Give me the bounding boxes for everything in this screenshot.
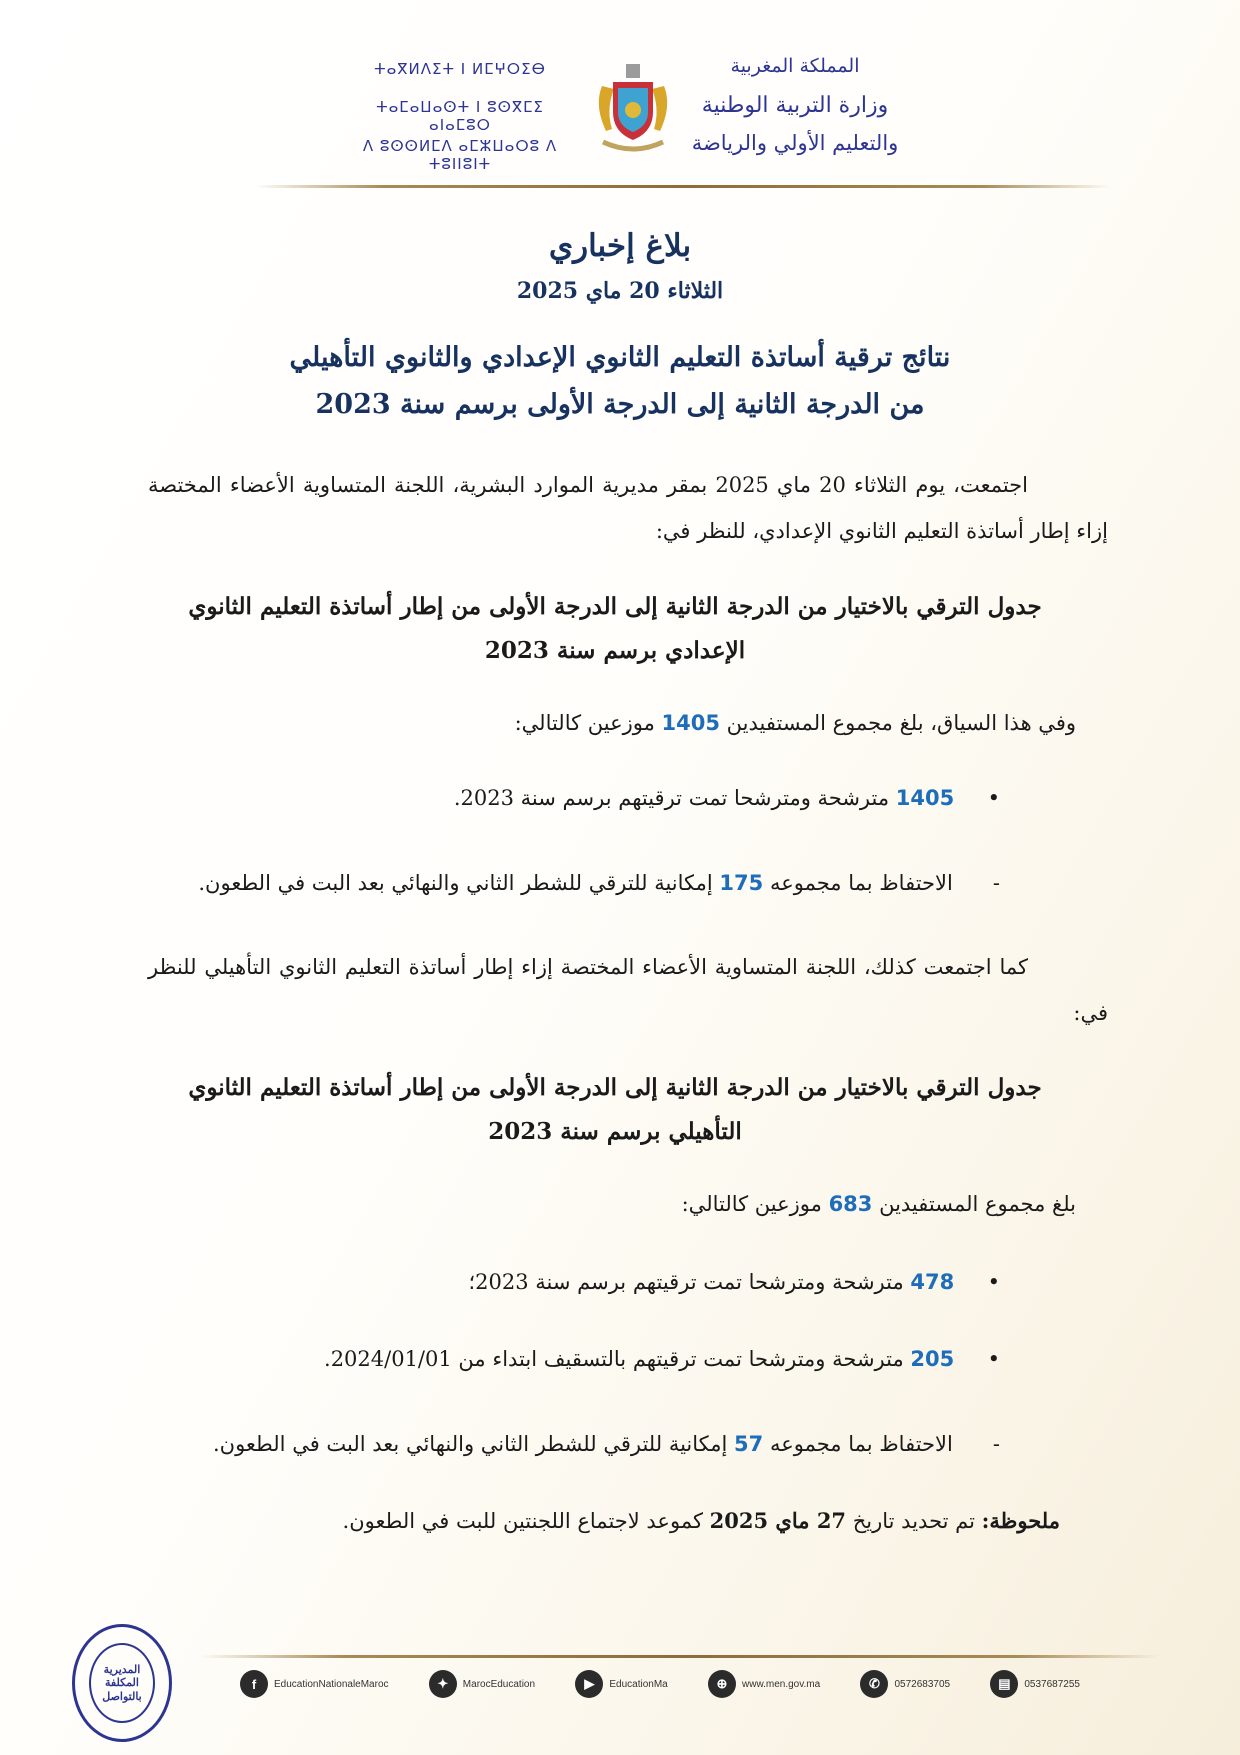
text: كموعد لاجتماع اللجنتين للبت في الطعون.: [342, 1509, 710, 1533]
footer-contact-fax[interactable]: [990, 1670, 1080, 1698]
footer-contact-phone[interactable]: [860, 1670, 950, 1698]
coat-of-arms-logo: [588, 56, 678, 156]
tifinagh-line-1: ⵜⴰⴳⵍⴷⵉⵜ ⵏ ⵍⵎⵖⵔⵉⴱ: [374, 60, 546, 78]
footer-contacts: [240, 1670, 1080, 1698]
globe-icon: ⊕: [708, 1670, 736, 1698]
text: مترشحة ومترشحا تمت ترقيتهم برسم سنة 2023؛: [468, 1270, 911, 1294]
section2-heading-line-1: جدول الترقي بالاختيار من الدرجة الثانية إلى الدرجة الأولى من إطار أساتذة التعليم الثانوي: [188, 1074, 1042, 1101]
section2-bullet-2: [324, 1347, 1000, 1372]
stamp-text: المديرية المكلفة بالتواصل: [89, 1643, 155, 1723]
footer-contact-text: EducationNationaleMaroc: [274, 1678, 389, 1690]
text: الاحتفاظ بما مجموعه: [763, 871, 953, 895]
promoted-count: 1405: [895, 786, 955, 810]
text: الاحتفاظ بما مجموعه: [763, 1432, 953, 1456]
footer-contact-text: 0572683705: [894, 1678, 951, 1690]
header-arabic-line-3: والتعليم الأولي والرياضة: [691, 131, 899, 155]
youtube-icon: ▶: [575, 1670, 603, 1698]
dash-icon: -: [952, 1432, 1000, 1456]
footer-contact-youtube[interactable]: [575, 1670, 667, 1698]
document-title: بلاغ إخباري: [548, 228, 692, 264]
section1-heading: [150, 585, 1080, 673]
section2-dash: [213, 1432, 1000, 1457]
footer-contact-facebook[interactable]: [240, 1670, 389, 1698]
main-title-line-1: نتائج ترقية أساتذة التعليم الثانوي الإعدادي والثانوي التأهيلي: [289, 342, 951, 373]
section1-heading-line-1: جدول الترقي بالاختيار من الدرجة الثانية إلى الدرجة الأولى من إطار أساتذة التعليم الثانوي: [188, 593, 1042, 620]
text: إمكانية للترقي للشطر الثاني والنهائي بعد البت في الطعون.: [198, 871, 720, 895]
tifinagh-line-2: ⵜⴰⵎⴰⵡⴰⵙⵜ ⵏ ⵓⵙⴳⵎⵉ ⴰⵏⴰⵎⵓⵔ: [376, 98, 544, 134]
text: تم تحديد تاريخ: [846, 1509, 982, 1533]
section1-intro: [515, 711, 1076, 736]
main-title: [0, 334, 1240, 428]
reserved-count: 57: [734, 1432, 764, 1456]
facebook-icon: f: [240, 1670, 268, 1698]
intro-paragraph: اجتمعت، يوم الثلاثاء 20 ماي 2025 بمقر مديرية الموارد البشرية، اللجنة المتساوية الأعضاء المختصة إزاء إطار أساتذة التعليم الثانوي الإعدادي، للنظر في:: [148, 473, 1108, 543]
note-label: ملحوظة:: [981, 1508, 1060, 1533]
footer-contact-globe[interactable]: [708, 1670, 820, 1698]
header-arabic-line-2: وزارة التربية الوطنية: [701, 93, 889, 118]
document-date: الثلاثاء 20 ماي 2025: [516, 278, 724, 304]
text: مترشحة ومترشحا تمت ترقيتهم بالتسقيف ابتداء من 2024/01/01.: [324, 1347, 911, 1371]
footer-contact-twitter[interactable]: [429, 1670, 535, 1698]
text: وفي هذا السياق، بلغ مجموع المستفيدين: [720, 711, 1076, 735]
appeal-date: 27 ماي 2025: [709, 1508, 847, 1533]
note: [343, 1508, 1060, 1534]
bullet-icon: •: [954, 1347, 1000, 1371]
tifinagh-line-3: ⴷ ⵓⵙⵙⵍⵎⴷ ⴰⵎⵣⵡⴰⵔⵓ ⴷ ⵜⵓⵏⵏⵓⵏⵜ: [362, 137, 558, 173]
text: موزعين كالتالي:: [514, 711, 662, 735]
text: مترشحة ومترشحا تمت ترقيتهم برسم سنة 2023.: [453, 786, 896, 810]
phone-icon: ✆: [860, 1670, 888, 1698]
section1-dash: [198, 871, 1000, 896]
footer-divider: [200, 1655, 1160, 1658]
beneficiaries-count: 683: [828, 1192, 873, 1216]
communication-directorate-stamp: [72, 1624, 172, 1742]
section1-bullet: [454, 786, 1000, 811]
section1-heading-line-2: الإعدادي برسم سنة 2023: [484, 637, 746, 664]
reserved-count: 175: [719, 871, 764, 895]
capped-count: 205: [910, 1347, 955, 1371]
second-paragraph: كما اجتمعت كذلك، اللجنة المتساوية الأعضاء المختصة إزاء إطار أساتذة التعليم الثانوي التأهيلي للنظر في:: [148, 955, 1108, 1025]
bullet-icon: •: [954, 786, 1000, 810]
promoted-count: 478: [910, 1270, 955, 1294]
footer-contact-text: EducationMa: [609, 1678, 668, 1690]
text: إمكانية للترقي للشطر الثاني والنهائي بعد البت في الطعون.: [212, 1432, 735, 1456]
header-divider: [255, 185, 1110, 188]
section2-bullet-1: [468, 1270, 1000, 1295]
footer-contact-text: www.men.gov.ma: [742, 1678, 821, 1690]
dash-icon: -: [952, 871, 1000, 895]
section2-intro: [682, 1192, 1076, 1217]
fax-icon: ▤: [990, 1670, 1018, 1698]
footer-contact-text: MarocEducation: [462, 1678, 536, 1690]
text: بلغ مجموع المستفيدين: [872, 1192, 1076, 1216]
twitter-icon: ✦: [429, 1670, 457, 1698]
section2-heading: [150, 1066, 1080, 1154]
footer-contact-text: 0537687255: [1024, 1678, 1080, 1690]
beneficiaries-count: 1405: [661, 711, 720, 735]
section2-heading-line-2: التأهيلي برسم سنة 2023: [488, 1118, 742, 1145]
header-arabic-line-1: المملكة المغربية: [730, 55, 860, 77]
main-title-line-2: من الدرجة الثانية إلى الدرجة الأولى برسم سنة 2023: [315, 389, 925, 420]
bullet-icon: •: [954, 1270, 1000, 1294]
text: موزعين كالتالي:: [681, 1192, 829, 1216]
